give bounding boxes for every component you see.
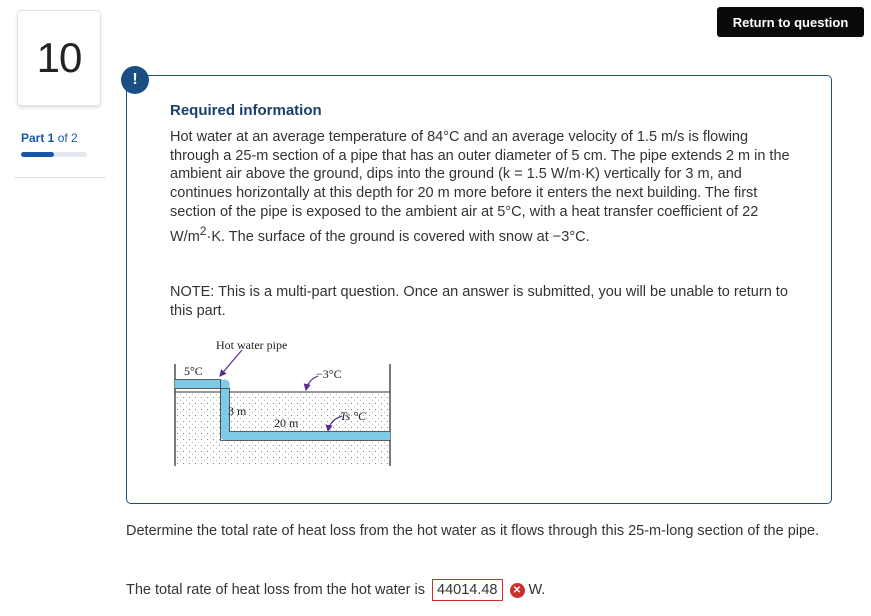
question-number-card: [17, 10, 101, 106]
sidebar-divider: [14, 177, 106, 178]
answer-prefix: The total rate of heat loss from the hot water is: [126, 582, 426, 598]
answer-unit: W.: [528, 582, 546, 598]
question-number: 10: [36, 34, 82, 81]
wrong-icon: ✕: [510, 583, 525, 598]
part-progress-bar: [21, 152, 87, 157]
return-to-question-button[interactable]: Return to question: [717, 7, 864, 37]
pipe-figure: [170, 336, 395, 473]
length-label: 20 m: [274, 416, 299, 430]
snow-temp-label: −3°C: [316, 367, 342, 381]
part-current: Part 1: [21, 131, 55, 145]
info-paragraph-sup: 2: [199, 223, 207, 238]
info-title: Required information: [170, 102, 322, 119]
info-paragraph-tail: ·K. The surface of the ground is covered with snow at −3°C.: [206, 228, 590, 245]
surface-temp-label: Ts °C: [340, 409, 367, 423]
question-prompt: Determine the total rate of heat loss from the hot water as it flows through this 25-m-long section of the pipe.: [126, 523, 820, 539]
answer-row: [126, 579, 545, 601]
depth-label: 3 m: [228, 404, 247, 418]
info-note: NOTE: This is a multi-part question. Once an answer is submitted, you will be unable to return to this part.: [170, 284, 788, 319]
info-paragraph-main: Hot water at an average temperature of 84°C and an average velocity of 1.5 m/s is flowing through a 25-m section of a pipe that has an outer diameter of 5 cm. The pipe extends 2 m in the ambient air above the ground, dips into the ground (k = 1.5 W/m·K) vertically for 3 m, and continues horizontally at this depth for 20 m more before it enters the next building. The first section of the pipe is exposed to the ambient air at 5°C, with a heat transfer coefficient of 22 W/m: [170, 129, 790, 245]
exclamation-icon: !: [121, 66, 149, 94]
air-temp-label: 5°C: [184, 364, 203, 378]
part-total: of 2: [54, 131, 78, 145]
answer-input[interactable]: 44014.48: [432, 579, 502, 601]
hot-water-pipe-label: Hot water pipe: [216, 338, 288, 352]
part-indicator: [21, 131, 78, 145]
pipe-diagram: [170, 336, 395, 468]
info-paragraph: [170, 128, 790, 246]
part-progress-fill: [21, 152, 54, 157]
pipe-pointer-arrow: [220, 350, 242, 376]
